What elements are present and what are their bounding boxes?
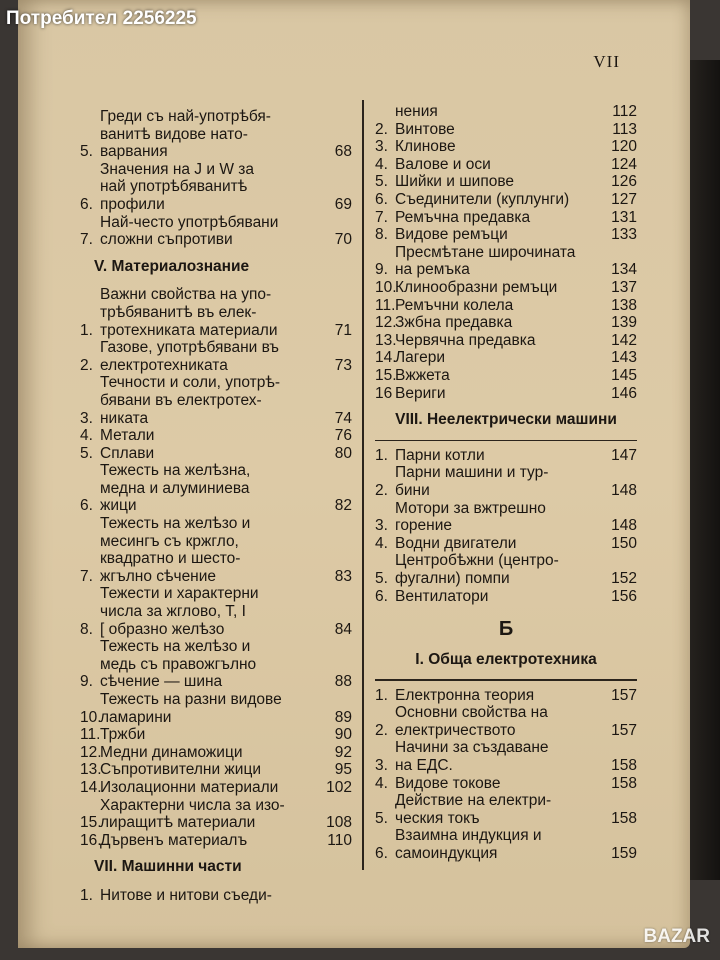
toc-entry-title (395, 244, 603, 279)
toc-entry-page: 76 (334, 427, 352, 445)
toc-entry-title (395, 349, 603, 367)
toc-entry-title-line: [ образно желѣзо (100, 620, 225, 638)
toc-entry-title (395, 191, 603, 209)
toc-entry-title-line: числа за жглово, T, I (100, 603, 246, 621)
toc-entry-title (100, 286, 318, 339)
toc-entry-title-line: никата (100, 409, 149, 427)
toc-entry-number: 15. (375, 366, 397, 384)
toc-entry-title-line: бини (395, 482, 430, 500)
toc-entry (375, 535, 637, 553)
toc-entry-number: 15. (80, 814, 102, 832)
toc-entry-number: 11. (375, 296, 396, 314)
toc-entry-title (100, 515, 318, 585)
toc-left-column (80, 108, 352, 905)
section-rule (375, 679, 637, 680)
toc-entry (375, 792, 637, 827)
toc-entry (375, 464, 637, 499)
toc-entry-page: 148 (611, 517, 637, 535)
toc-entry-title-line: Центробѣжни (центро- (395, 552, 559, 570)
toc-entry (375, 191, 637, 209)
toc-entry-number: 5. (80, 143, 93, 161)
toc-entry-title (100, 339, 318, 374)
toc-entry-title (395, 332, 603, 350)
toc-entry-title-line: Нитове и нитови съеди- (100, 886, 272, 904)
toc-entry-number: 6. (80, 195, 93, 213)
toc-entry (80, 761, 352, 779)
toc-entry-title (395, 447, 603, 465)
toc-entry-title (395, 385, 603, 403)
toc-entry-number: 13. (80, 761, 102, 779)
toc-entry (375, 827, 637, 862)
toc-entry-page: 89 (334, 708, 352, 726)
toc-entry-number: 12. (80, 743, 102, 761)
toc-entry-title (100, 726, 318, 744)
toc-entry-title-line: Съпротивителни жици (100, 761, 261, 779)
toc-entry (375, 173, 637, 191)
toc-entry-title (395, 827, 603, 862)
toc-entry-title-line: Течности и соли, употрѣ- (100, 374, 281, 392)
toc-entry-page: 120 (611, 138, 637, 156)
section-rule (375, 440, 637, 441)
toc-entry-page: 131 (611, 208, 637, 226)
toc-entry (375, 297, 637, 315)
toc-entry-title-line: медна и алуминиева (100, 479, 250, 497)
toc-entry-page: 70 (334, 231, 352, 249)
toc-entry-page: 137 (611, 278, 637, 296)
toc-entry-title-line: фугални) помпи (395, 570, 510, 588)
toc-entry-page: 148 (611, 482, 637, 500)
toc-entry-title-line: Шийки и шипове (395, 173, 515, 191)
toc-entry-title-line: профили (100, 195, 165, 213)
toc-entry-number: 5. (375, 173, 388, 191)
toc-entry-title-line: Клинове (395, 138, 456, 156)
toc-entry-number: 1. (375, 446, 388, 464)
toc-entry-number: 2. (375, 482, 388, 500)
toc-entry-page: 134 (611, 261, 637, 279)
toc-entry-title-line: Електронна теория (395, 686, 535, 704)
toc-entry-title-line: Характерни числа за изо- (100, 796, 285, 814)
page-number: VII (593, 52, 620, 71)
toc-entry-number: 9. (80, 673, 93, 691)
section-heading: V. Материалознание (94, 257, 250, 275)
toc-entry-title-line: Винтове (395, 120, 455, 138)
toc-entry-title-line: Пресмѣтане широчината (395, 243, 576, 261)
toc-entry-title-line: на ремъка (395, 261, 470, 279)
toc-entry-title (395, 173, 603, 191)
toc-entry-number: 16. (80, 831, 102, 849)
toc-entry-title (395, 464, 603, 499)
toc-entry-number: 3. (375, 138, 388, 156)
toc-entry-page: 92 (334, 743, 352, 761)
toc-entry-number: 1. (80, 321, 93, 339)
toc-entry-page: 159 (611, 844, 637, 862)
toc-entry-number: 2. (375, 721, 388, 739)
toc-entry-number: 8. (375, 226, 388, 244)
toc-entry-title-line: Основни свойства на (395, 704, 548, 722)
toc-entry-number: 3. (375, 517, 388, 535)
toc-entry-number: 7. (80, 231, 93, 249)
toc-entry-page: 73 (334, 356, 352, 374)
toc-entry-title-line: най употрѣбяванитѣ (100, 178, 248, 196)
toc-entry (80, 887, 352, 905)
toc-entry-title-line: Греди съ най-употрѣбя- (100, 108, 271, 125)
toc-entry-page: 158 (611, 809, 637, 827)
toc-entry-number: 13. (375, 331, 397, 349)
toc-entry-number: 9. (375, 261, 388, 279)
toc-entry-page: 138 (611, 296, 637, 314)
toc-entry (375, 775, 637, 793)
toc-entry-number: 2. (375, 120, 388, 138)
toc-entry-page: 157 (611, 721, 637, 739)
toc-entry-page: 69 (334, 195, 352, 213)
toc-entry-page: 156 (611, 587, 637, 605)
toc-entry-title-line: Тежесть на желѣзо и (100, 515, 251, 533)
toc-entry-page: 88 (334, 673, 352, 691)
toc-entry (375, 332, 637, 350)
toc-entry (375, 704, 637, 739)
toc-entry-title-line: Вентилатори (395, 587, 489, 605)
toc-entry-number: 7. (80, 567, 93, 585)
toc-entry-page: 113 (612, 120, 637, 138)
toc-entry-title (395, 367, 603, 385)
toc-entry-page: 150 (611, 534, 637, 552)
toc-entry (375, 367, 637, 385)
toc-entry (375, 138, 637, 156)
toc-entry-title-line: Парни котли (395, 446, 485, 464)
toc-entry-page: 133 (611, 226, 637, 244)
toc-entry-number: 6. (80, 497, 93, 515)
toc-entry-page: 68 (334, 143, 352, 161)
toc-entry-number: 4. (375, 774, 388, 792)
toc-entry-title-line: тротехниката материали (100, 321, 278, 339)
toc-entry-title-line: Взаимна индукция и (395, 827, 542, 845)
toc-entry-title (100, 744, 318, 762)
toc-entry-number: 10. (375, 278, 397, 296)
toc-entry-title (395, 209, 603, 227)
toc-entry-page: 147 (611, 446, 637, 464)
toc-entry (80, 462, 352, 515)
toc-entry-number: 5. (80, 444, 93, 462)
toc-entry-title (395, 687, 603, 705)
toc-entry-title-line: Дървенъ материалъ (100, 831, 248, 849)
toc-entry-title-line: Червячна предавка (395, 331, 536, 349)
toc-entry-title-line: сѣчение — шина (100, 673, 223, 691)
toc-entry-title (100, 427, 318, 445)
toc-entry-title-line: медь съ правожгълно (100, 655, 257, 673)
toc-entry-page: 110 (327, 831, 352, 849)
toc-entry-page: 146 (611, 384, 637, 402)
section-heading: Б (498, 618, 514, 641)
toc-entry-title-line: Метали (100, 427, 155, 445)
toc-entry-title (100, 887, 318, 905)
section-heading: I. Обща електротехника (415, 650, 597, 668)
toc-entry-title-line: Изолационни материали (100, 778, 279, 796)
toc-entry (80, 744, 352, 762)
toc-entry-title-line: месингъ съ кржгло, (100, 532, 239, 550)
toc-entry-title-line: квадратно и шесто- (100, 550, 241, 568)
toc-entry (375, 588, 637, 606)
toc-entry-title-line: Видове ремъци (395, 226, 508, 244)
toc-entry-title-line: трѣбяванитѣ въ елек- (100, 303, 257, 321)
toc-entry-number: 3. (80, 409, 93, 427)
toc-entry-title-line: Действие на електри- (395, 792, 552, 810)
toc-entry-title (395, 138, 603, 156)
toc-entry-title (100, 462, 318, 515)
toc-entry-number: 14. (80, 778, 102, 796)
toc-entry-title-line: Ремъчна предавка (395, 208, 531, 226)
toc-entry-page: 82 (334, 497, 352, 515)
toc-entry (375, 687, 637, 705)
toc-entry-title (395, 121, 603, 139)
toc-entry-title-line: Зжбна предавка (395, 314, 513, 332)
toc-entry-title (100, 585, 318, 638)
toc-entry-title-line: горение (395, 517, 453, 535)
toc-entry-title (100, 108, 318, 161)
toc-entry-title (395, 297, 603, 315)
toc-entry-number: 8. (80, 620, 93, 638)
toc-entry-title-line: варвания (100, 143, 168, 161)
toc-entry-title-line: Значения на J и W за (100, 160, 254, 178)
toc-entry (375, 279, 637, 297)
toc-entry (80, 585, 352, 638)
toc-entry-title-line: Тежесть на разни видове (100, 691, 282, 708)
toc-entry-title-line: сложни съпротиви (100, 231, 233, 249)
toc-entry (80, 832, 352, 850)
toc-entry-title-line: Валове и оси (395, 155, 491, 173)
toc-entry-title-line: Важни свойства на упо- (100, 286, 272, 304)
toc-entry-title (100, 214, 318, 249)
toc-entry (80, 691, 352, 726)
toc-entry (80, 726, 352, 744)
toc-entry-title (395, 314, 603, 332)
toc-entry-title (100, 797, 318, 832)
toc-entry-title (100, 761, 318, 779)
toc-entry (375, 552, 637, 587)
toc-entry-number: 6. (375, 844, 388, 862)
toc-entry-number: 11. (80, 726, 101, 744)
toc-entry-page: 126 (611, 173, 637, 191)
toc-entry-page: 158 (611, 774, 637, 792)
toc-entry-title-line: жгълно сѣчение (100, 567, 217, 585)
toc-entry (375, 500, 637, 535)
toc-entry (375, 226, 637, 244)
toc-entry-page: 143 (611, 349, 637, 367)
toc-entry-number: 7. (375, 208, 388, 226)
toc-entry-title-line: Съединители (куплунги) (395, 190, 570, 208)
section-heading: VII. Машинни части (94, 858, 242, 876)
toc-entry-page: 84 (334, 620, 352, 638)
toc-entry-page: 102 (326, 778, 352, 796)
toc-entry-number: 2. (80, 356, 93, 374)
toc-entry-title-line: ламарини (100, 708, 172, 726)
toc-entry-title-line: самоиндукция (395, 844, 498, 862)
toc-entry-number: 3. (375, 756, 388, 774)
toc-entry (375, 314, 637, 332)
toc-entry-page: 112 (612, 103, 637, 120)
toc-entry-title-line: нения (395, 103, 438, 120)
user-watermark: Потребител 2256225 (6, 8, 197, 29)
toc-entry-page: 108 (326, 814, 352, 832)
toc-entry-title (395, 739, 603, 774)
toc-entry-number: 4. (375, 534, 388, 552)
toc-entry-title-line: лиращитѣ материали (100, 814, 256, 832)
toc-entry-page: 158 (611, 756, 637, 774)
toc-entry (375, 121, 637, 139)
toc-entry-page: 139 (611, 314, 637, 332)
toc-entry (80, 286, 352, 339)
toc-entry (80, 108, 352, 161)
toc-entry-title-line: Тржби (100, 726, 146, 744)
book-page (18, 0, 690, 948)
toc-entry-title (395, 500, 603, 535)
toc-entry-title (395, 588, 603, 606)
toc-entry-page: 127 (611, 190, 637, 208)
toc-entry-page: 83 (334, 567, 352, 585)
toc-entry-title-line: Начини за създаване (395, 739, 549, 757)
toc-entry (80, 515, 352, 585)
toc-entry-page: 152 (611, 570, 637, 588)
toc-entry-title (100, 691, 318, 726)
toc-entry-number: 12. (375, 314, 397, 332)
toc-entry-page: 71 (334, 321, 352, 339)
toc-entry-title-line: Газове, употрѣбявани въ (100, 339, 279, 357)
toc-entry-page: 90 (334, 726, 352, 744)
toc-entry-title (100, 374, 318, 427)
toc-entry (375, 739, 637, 774)
toc-entry-title-line: Видове токове (395, 774, 501, 792)
toc-entry-title (395, 552, 603, 587)
toc-entry-title-line: Медни динаможици (100, 743, 243, 761)
toc-entry (375, 447, 637, 465)
toc-entry-page: 142 (611, 331, 637, 349)
toc-entry (375, 209, 637, 227)
toc-entry-title-line: ческия токъ (395, 809, 480, 827)
toc-entry (80, 445, 352, 463)
toc-entry-number: 6. (375, 190, 388, 208)
toc-entry-number: 4. (375, 155, 388, 173)
toc-entry-title-line: Водни двигатели (395, 534, 517, 552)
toc-entry (375, 244, 637, 279)
toc-entry (80, 339, 352, 374)
toc-entry-title (395, 775, 603, 793)
toc-entry-title-line: Тежести и характерни (100, 585, 259, 603)
toc-entry (80, 214, 352, 249)
toc-entry-title-line: електротехниката (100, 356, 228, 374)
toc-entry-title-line: на ЕДС. (395, 756, 453, 774)
column-divider (362, 100, 364, 870)
toc-entry (80, 638, 352, 691)
toc-entry-number: 1. (80, 886, 93, 904)
toc-entry-title-line: бявани въ електротех- (100, 391, 262, 409)
toc-entry-number: 5. (375, 570, 388, 588)
toc-entry (375, 385, 637, 403)
toc-entry-title-line: Вжжета (395, 366, 450, 384)
toc-entry-title-line: Лагери (395, 349, 446, 367)
toc-entry-title-line: Мотори за вжтрешно (395, 499, 546, 517)
toc-entry-page: 157 (611, 686, 637, 704)
toc-entry-page: 95 (334, 761, 352, 779)
toc-entry-title (100, 832, 318, 850)
toc-entry-title-line: Тежесть на желѣзо и (100, 638, 251, 656)
toc-entry-number: 16 (375, 384, 393, 402)
toc-entry-title-line: Парни машини и тур- (395, 464, 549, 482)
toc-entry-page: 80 (334, 444, 352, 462)
toc-entry-number: 4. (80, 427, 93, 445)
toc-entry-title-line: Тежесть на желѣзна, (100, 462, 251, 480)
toc-entry-page: 124 (611, 155, 637, 173)
toc-entry-title-line: Най-често употрѣбявани (100, 213, 279, 231)
toc-entry (375, 156, 637, 174)
toc-entry-number: 6. (375, 587, 388, 605)
toc-entry (80, 374, 352, 427)
section-heading: VIII. Неелектрически машини (395, 411, 617, 429)
toc-entry-title-line: ванитѣ видове нато- (100, 125, 248, 143)
toc-entry-title (395, 226, 603, 244)
toc-entry-title (395, 535, 603, 553)
toc-entry-page: 145 (611, 366, 637, 384)
toc-entry-page: 74 (334, 409, 352, 427)
toc-entry-number: 14. (375, 349, 397, 367)
toc-entry-title (395, 792, 603, 827)
toc-entry-title (100, 161, 318, 214)
toc-entry (80, 779, 352, 797)
toc-entry-title-line: Клинообразни ремъци (395, 278, 558, 296)
toc-entry-title (100, 779, 318, 797)
toc-entry-title (395, 156, 603, 174)
toc-entry (80, 427, 352, 445)
toc-entry-title (100, 445, 318, 463)
toc-entry (375, 349, 637, 367)
toc-entry-number: 5. (375, 809, 388, 827)
toc-entry-title (395, 704, 603, 739)
toc-entry-title (395, 103, 603, 121)
toc-entry (80, 797, 352, 832)
toc-entry-title-line: Вериги (395, 384, 446, 402)
toc-entry-title (100, 638, 318, 691)
toc-entry-title-line: Ремъчни колела (395, 296, 514, 314)
toc-right-column (375, 103, 637, 863)
toc-entry (80, 161, 352, 214)
toc-entry-title-line: жици (100, 497, 137, 515)
bazar-logo: BAZAR (643, 926, 710, 947)
toc-entry-title-line: Сплави (100, 444, 155, 462)
toc-entry (375, 103, 637, 121)
toc-entry-title-line: електричеството (395, 721, 516, 739)
toc-entry-number: 10. (80, 708, 102, 726)
toc-entry-number: 1. (375, 686, 388, 704)
toc-entry-title (395, 279, 603, 297)
